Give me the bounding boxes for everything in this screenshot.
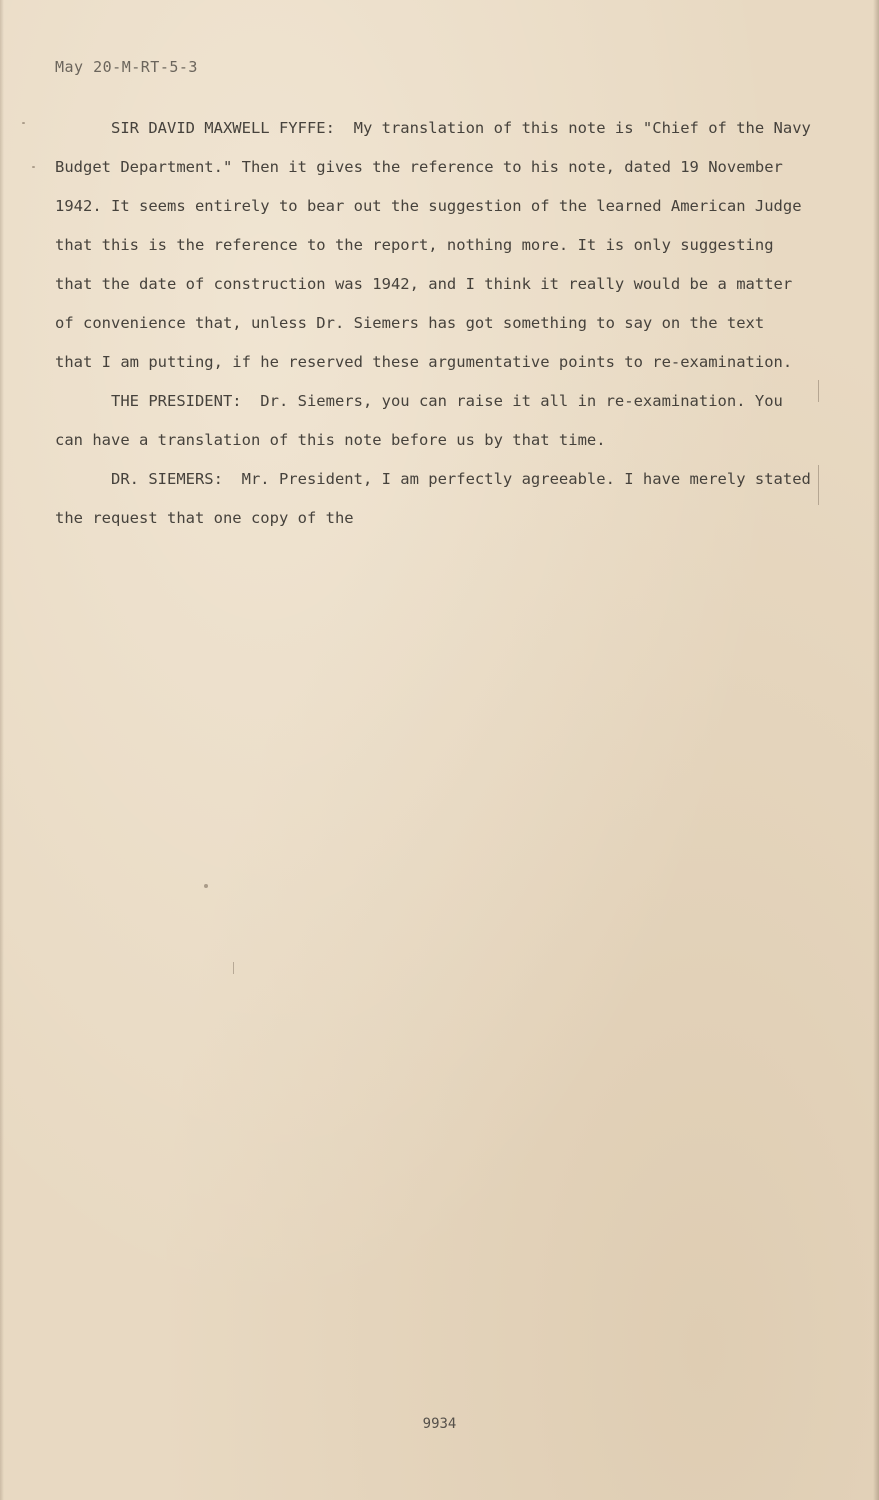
margin-mark	[233, 962, 234, 974]
transcript-body	[55, 109, 825, 538]
document-reference: May 20-M-RT-5-3	[55, 58, 198, 76]
transcript-line: 1942. It seems entirely to bear out the suggestion of the learned American Judge	[55, 197, 802, 215]
transcript-line: DR. SIEMERS: Mr. President, I am perfectly agreeable. I have merely stated	[55, 470, 811, 488]
transcript-line: that I am putting, if he reserved these argumentative points to re-examination.	[55, 353, 793, 371]
paper-edge-left	[0, 0, 4, 1500]
transcript-line: of convenience that, unless Dr. Siemers has got something to say on the text	[55, 314, 765, 332]
page-number: 9934	[422, 1416, 457, 1432]
transcript-line: the request that one copy of the	[55, 509, 354, 527]
transcript-line: that the date of construction was 1942, and I think it really would be a matter	[55, 275, 793, 293]
margin-mark	[818, 465, 819, 505]
transcript-line: Budget Department." Then it gives the reference to his note, dated 19 November	[55, 158, 783, 176]
paper-speck	[22, 122, 25, 124]
margin-mark	[818, 380, 819, 402]
paper-edge-right	[873, 0, 879, 1500]
paper-speck	[32, 166, 35, 168]
transcript-line: can have a translation of this note before us by that time.	[55, 431, 606, 449]
paper-speck	[204, 884, 208, 888]
transcript-line: THE PRESIDENT: Dr. Siemers, you can raise it all in re-examination. You	[55, 392, 783, 410]
transcript-line: that this is the reference to the report, nothing more. It is only suggesting	[55, 236, 774, 254]
transcript-line: SIR DAVID MAXWELL FYFFE: My translation of this note is "Chief of the Navy	[55, 119, 811, 137]
